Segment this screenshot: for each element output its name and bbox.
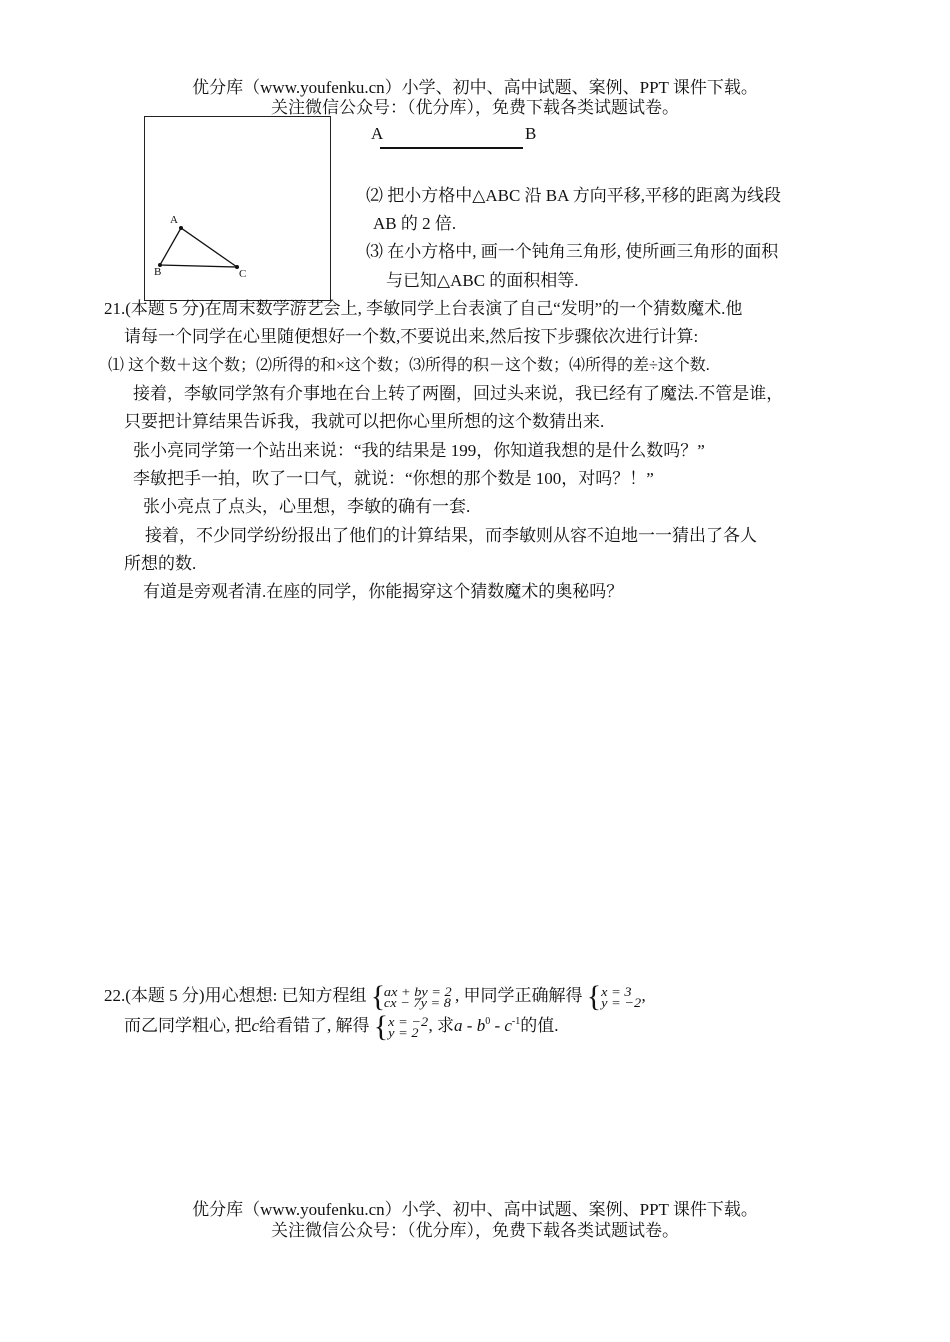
q22-line2-end: 的值. <box>520 1016 559 1035</box>
q20-part2-line2: AB 的 2 倍. <box>373 214 457 233</box>
solution-1 <box>601 984 642 1011</box>
equation-2: cx − 7y = 8 <box>384 995 452 1011</box>
q21-line-1: 21.(本题 5 分)在周末数学游艺会上, 李敏同学上台表演了自己“发明”的一个猜数魔术.他 <box>104 299 743 318</box>
expr-c: c <box>504 1016 512 1035</box>
triangle-label-c: C <box>239 268 247 280</box>
equation-1: ax + by = 2 <box>384 984 452 1000</box>
q22-line2-start: 而乙同学粗心, 把 <box>124 1016 252 1035</box>
segment-ab-line <box>380 147 523 149</box>
triangle-figure <box>144 116 330 300</box>
q21-line-2: 请每一个同学在心里随便想好一个数,不要说出来,然后按下步骤依次进行计算: <box>124 327 699 346</box>
brace-solution-2: { <box>373 1010 389 1043</box>
triangle-label-b: B <box>154 266 162 278</box>
header-line-1: 优分库（www.youfenku.cn）小学、初中、高中试题、案例、PPT 课件下载。 <box>192 78 758 97</box>
q21-line-7: 李敏把手一拍，吹了一口气，就说：“你想的那个数是 100，对吗？！” <box>133 469 654 488</box>
solution-1-y: y = −2 <box>601 995 642 1011</box>
footer-line-1: 优分库（www.youfenku.cn）小学、初中、高中试题、案例、PPT 课件下载。 <box>192 1200 758 1219</box>
brace-system: { <box>370 980 386 1013</box>
solution-2 <box>388 1014 429 1041</box>
expr-a: a <box>454 1016 463 1035</box>
brace-solution-1: { <box>586 980 602 1013</box>
triangle-abc <box>160 228 237 267</box>
q20-part2-line1: ⑵ 把小方格中△ABC 沿 BA 方向平移,平移的距离为线段 <box>366 186 781 205</box>
solution-2-y: y = 2 <box>388 1025 419 1041</box>
q21-line-6: 张小亮同学第一个站出来说：“我的结果是 199，你知道我想的是什么数吗？” <box>133 441 705 460</box>
q22-line-1 <box>104 980 646 1013</box>
expr-minus-1: - <box>462 1016 477 1035</box>
q22-intro: 22.(本题 5 分)用心想想: 已知方程组 <box>104 986 367 1005</box>
solution-1-x: x = 3 <box>601 984 632 1000</box>
q22-mid-text: , 甲同学正确解得 <box>455 986 583 1005</box>
triangle-label-a: A <box>170 214 178 226</box>
q22-ask: , 求 <box>428 1016 455 1035</box>
footer-line-2: 关注微信公众号：（优分库），免费下载各类试题试卷。 <box>271 1221 679 1240</box>
q21-line-10: 所想的数. <box>124 554 197 573</box>
q21-line-4: 接着，李敏同学煞有介事地在台上转了两圈，回过头来说，我已经有了魔法.不管是谁， <box>133 384 784 403</box>
q22-line2-mid: 给看错了, 解得 <box>259 1016 370 1035</box>
variable-c: c <box>251 1016 260 1035</box>
q21-line-3: ⑴ 这个数＋这个数；⑵所得的和×这个数；⑶所得的积－这个数；⑷所得的差÷这个数. <box>108 357 710 374</box>
vertex-a <box>179 226 183 230</box>
expr-c-exponent: -1 <box>511 1016 521 1027</box>
q21-line-11: 有道是旁观者清.在座的同学，你能揭穿这个猜数魔术的奥秘吗？ <box>143 582 624 601</box>
equation-system <box>384 984 452 1011</box>
segment-label-a: A <box>371 124 384 143</box>
q22-comma: , <box>641 986 646 1005</box>
q21-line-5: 只要把计算结果告诉我，我就可以把你心里所想的这个数猜出来. <box>124 412 605 431</box>
q21-line-9: 接着，不少同学纷纷报出了他们的计算结果，而李敏则从容不迫地一一猜出了各人 <box>145 526 757 545</box>
expr-minus-2: - <box>490 1016 505 1035</box>
segment-label-b: B <box>525 124 537 143</box>
header-line-2: 关注微信公众号：（优分库），免费下载各类试题试卷。 <box>271 98 679 117</box>
q22-line-2 <box>124 1010 559 1041</box>
expr-b: b <box>476 1016 486 1035</box>
q20-part3-line2: 与已知△ABC 的面积相等. <box>386 271 579 290</box>
q21-line-8: 张小亮点了点头，心里想，李敏的确有一套. <box>143 497 471 516</box>
solution-2-x: x = −2 <box>388 1014 429 1030</box>
q20-part3-line1: ⑶ 在小方格中, 画一个钝角三角形, 使所画三角形的面积 <box>366 242 779 261</box>
expr-b-exponent: 0 <box>485 1016 491 1027</box>
